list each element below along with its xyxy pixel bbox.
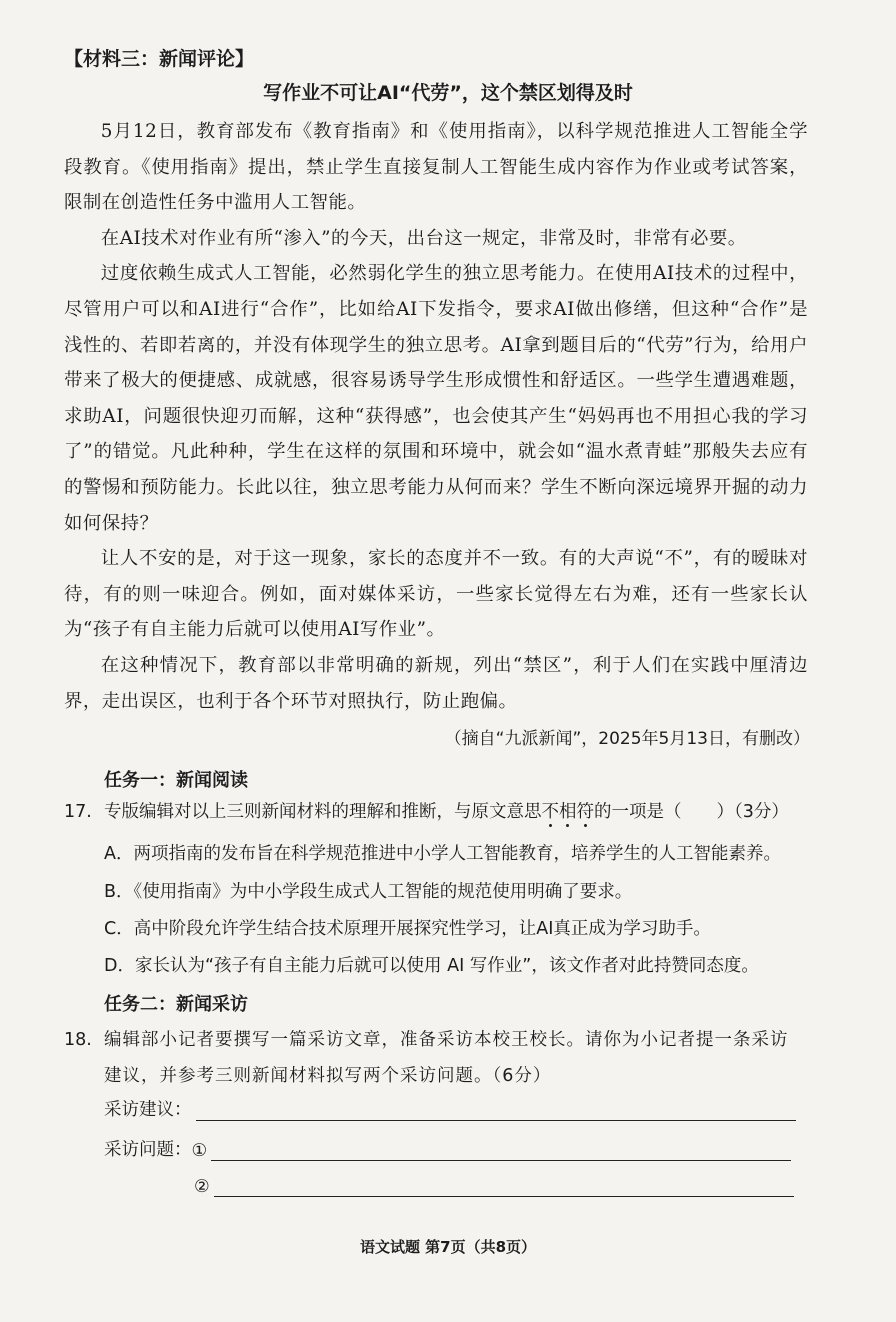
page-footer: 语文试题 第7页（共8页） bbox=[359, 1238, 537, 1256]
option-c: C．高中阶段允许学生结合技术原理开展探究性学习，让AI真正成为学习助手。 bbox=[104, 919, 711, 939]
question-stem-tail: 的一项是（ ）（3分） bbox=[594, 802, 789, 822]
suggestion-label: 采访建议： bbox=[104, 1100, 192, 1120]
emphasis-char: 符 bbox=[576, 802, 594, 822]
task1-heading: 任务一：新闻阅读 bbox=[104, 770, 248, 791]
question-label: 采访问题： bbox=[104, 1140, 192, 1160]
article-paragraph: 让人不安的是，对于这一现象，家长的态度并不一致。有的大声说“不”，有的暧昧对待，有的则一味迎合。例如，面对媒体采访，一些家长觉得左右为难，还有一些家长认为“孩子有自主能力后就可以使用AI写作业”。 bbox=[64, 548, 808, 641]
suggestion-row bbox=[104, 1096, 796, 1121]
article-body bbox=[64, 114, 808, 719]
emphasis-char: 不 bbox=[541, 802, 559, 822]
question-18 bbox=[64, 1022, 824, 1094]
emphasis-text bbox=[542, 802, 595, 822]
question-stem: 编辑部小记者要撰写一篇采访文章，准备采访本校王校长。请你为小记者提一条采访建议，并参考三则新闻材料拟写两个采访问题。（6分） bbox=[104, 1030, 789, 1086]
emphasis-char: 相 bbox=[559, 802, 577, 822]
article-paragraph: 在AI技术对作业有所“渗入”的今天，出台这一规定，非常及时，非常有必要。 bbox=[100, 227, 747, 249]
question-blank-2[interactable] bbox=[214, 1174, 794, 1197]
article-paragraph: 在这种情况下，教育部以非常明确的新规，列出“禁区”，利于人们在实践中厘清边界，走出误区，也利于各个环节对照执行，防止跑偏。 bbox=[64, 654, 808, 712]
question-number: 18. bbox=[64, 1030, 92, 1050]
question-stem: 专版编辑对以上三则新闻材料的理解和推断，与原文意思 bbox=[104, 802, 542, 822]
suggestion-blank[interactable] bbox=[196, 1098, 796, 1121]
material-label: 【材料三：新闻评论】 bbox=[64, 48, 255, 70]
article-title: 写作业不可让AI“代劳”，这个禁区划得及时 bbox=[263, 82, 633, 104]
option-b: B．《使用指南》为中小学段生成式人工智能的规范使用明确了要求。 bbox=[104, 882, 633, 902]
article-source: （摘自“九派新闻”，2025年5月13日，有删改） bbox=[444, 729, 810, 749]
question-17 bbox=[64, 794, 824, 831]
option-d: D．家长认为“孩子有自主能力后就可以使用 AI 写作业”，该文作者对此持赞同态度。 bbox=[104, 956, 759, 976]
marker-1: ① bbox=[191, 1141, 208, 1161]
question-number: 17. bbox=[64, 802, 92, 822]
article-paragraph: 5月12日，教育部发布《教育指南》和《使用指南》，以科学规范推进人工智能全学段教育。《使用指南》提出，禁止学生直接复制人工智能生成内容作为作业或考试答案，限制在创造性任务中滥用人工智能。 bbox=[64, 121, 808, 214]
question-row-2 bbox=[194, 1174, 794, 1197]
question-blank-1[interactable] bbox=[211, 1138, 791, 1161]
option-a: A．两项指南的发布旨在科学规范推进中小学人工智能教育，培养学生的人工智能素养。 bbox=[104, 844, 781, 864]
task2-heading: 任务二：新闻采访 bbox=[104, 994, 248, 1015]
marker-2: ② bbox=[194, 1177, 210, 1197]
article-paragraph: 过度依赖生成式人工智能，必然弱化学生的独立思考能力。在使用AI技术的过程中，尽管用户可以和AI进行“合作”，比如给AI下发指令，要求AI做出修缮，但这种“合作”是浅性的、若即若离的，并没有体现学生的独立思考。AI拿到题目后的“代劳”行为，给用户带来了极大的便捷感、成就感，很容易诱导学生形成惯性和舒适区。一些学生遭遇难题，求助AI，问题很快迎刃而解，这种“获得感”，也会使其产生“妈妈再也不用担心我的学习了”的错觉。凡此种种，学生在这样的氛围和环境中，就会如“温水煮青蛙”那般失去应有的警惕和预防能力。长此以往，独立思考能力从何而来？学生不断向深远境界开掘的动力如何保持？ bbox=[64, 263, 808, 534]
question-row-1 bbox=[104, 1136, 791, 1161]
